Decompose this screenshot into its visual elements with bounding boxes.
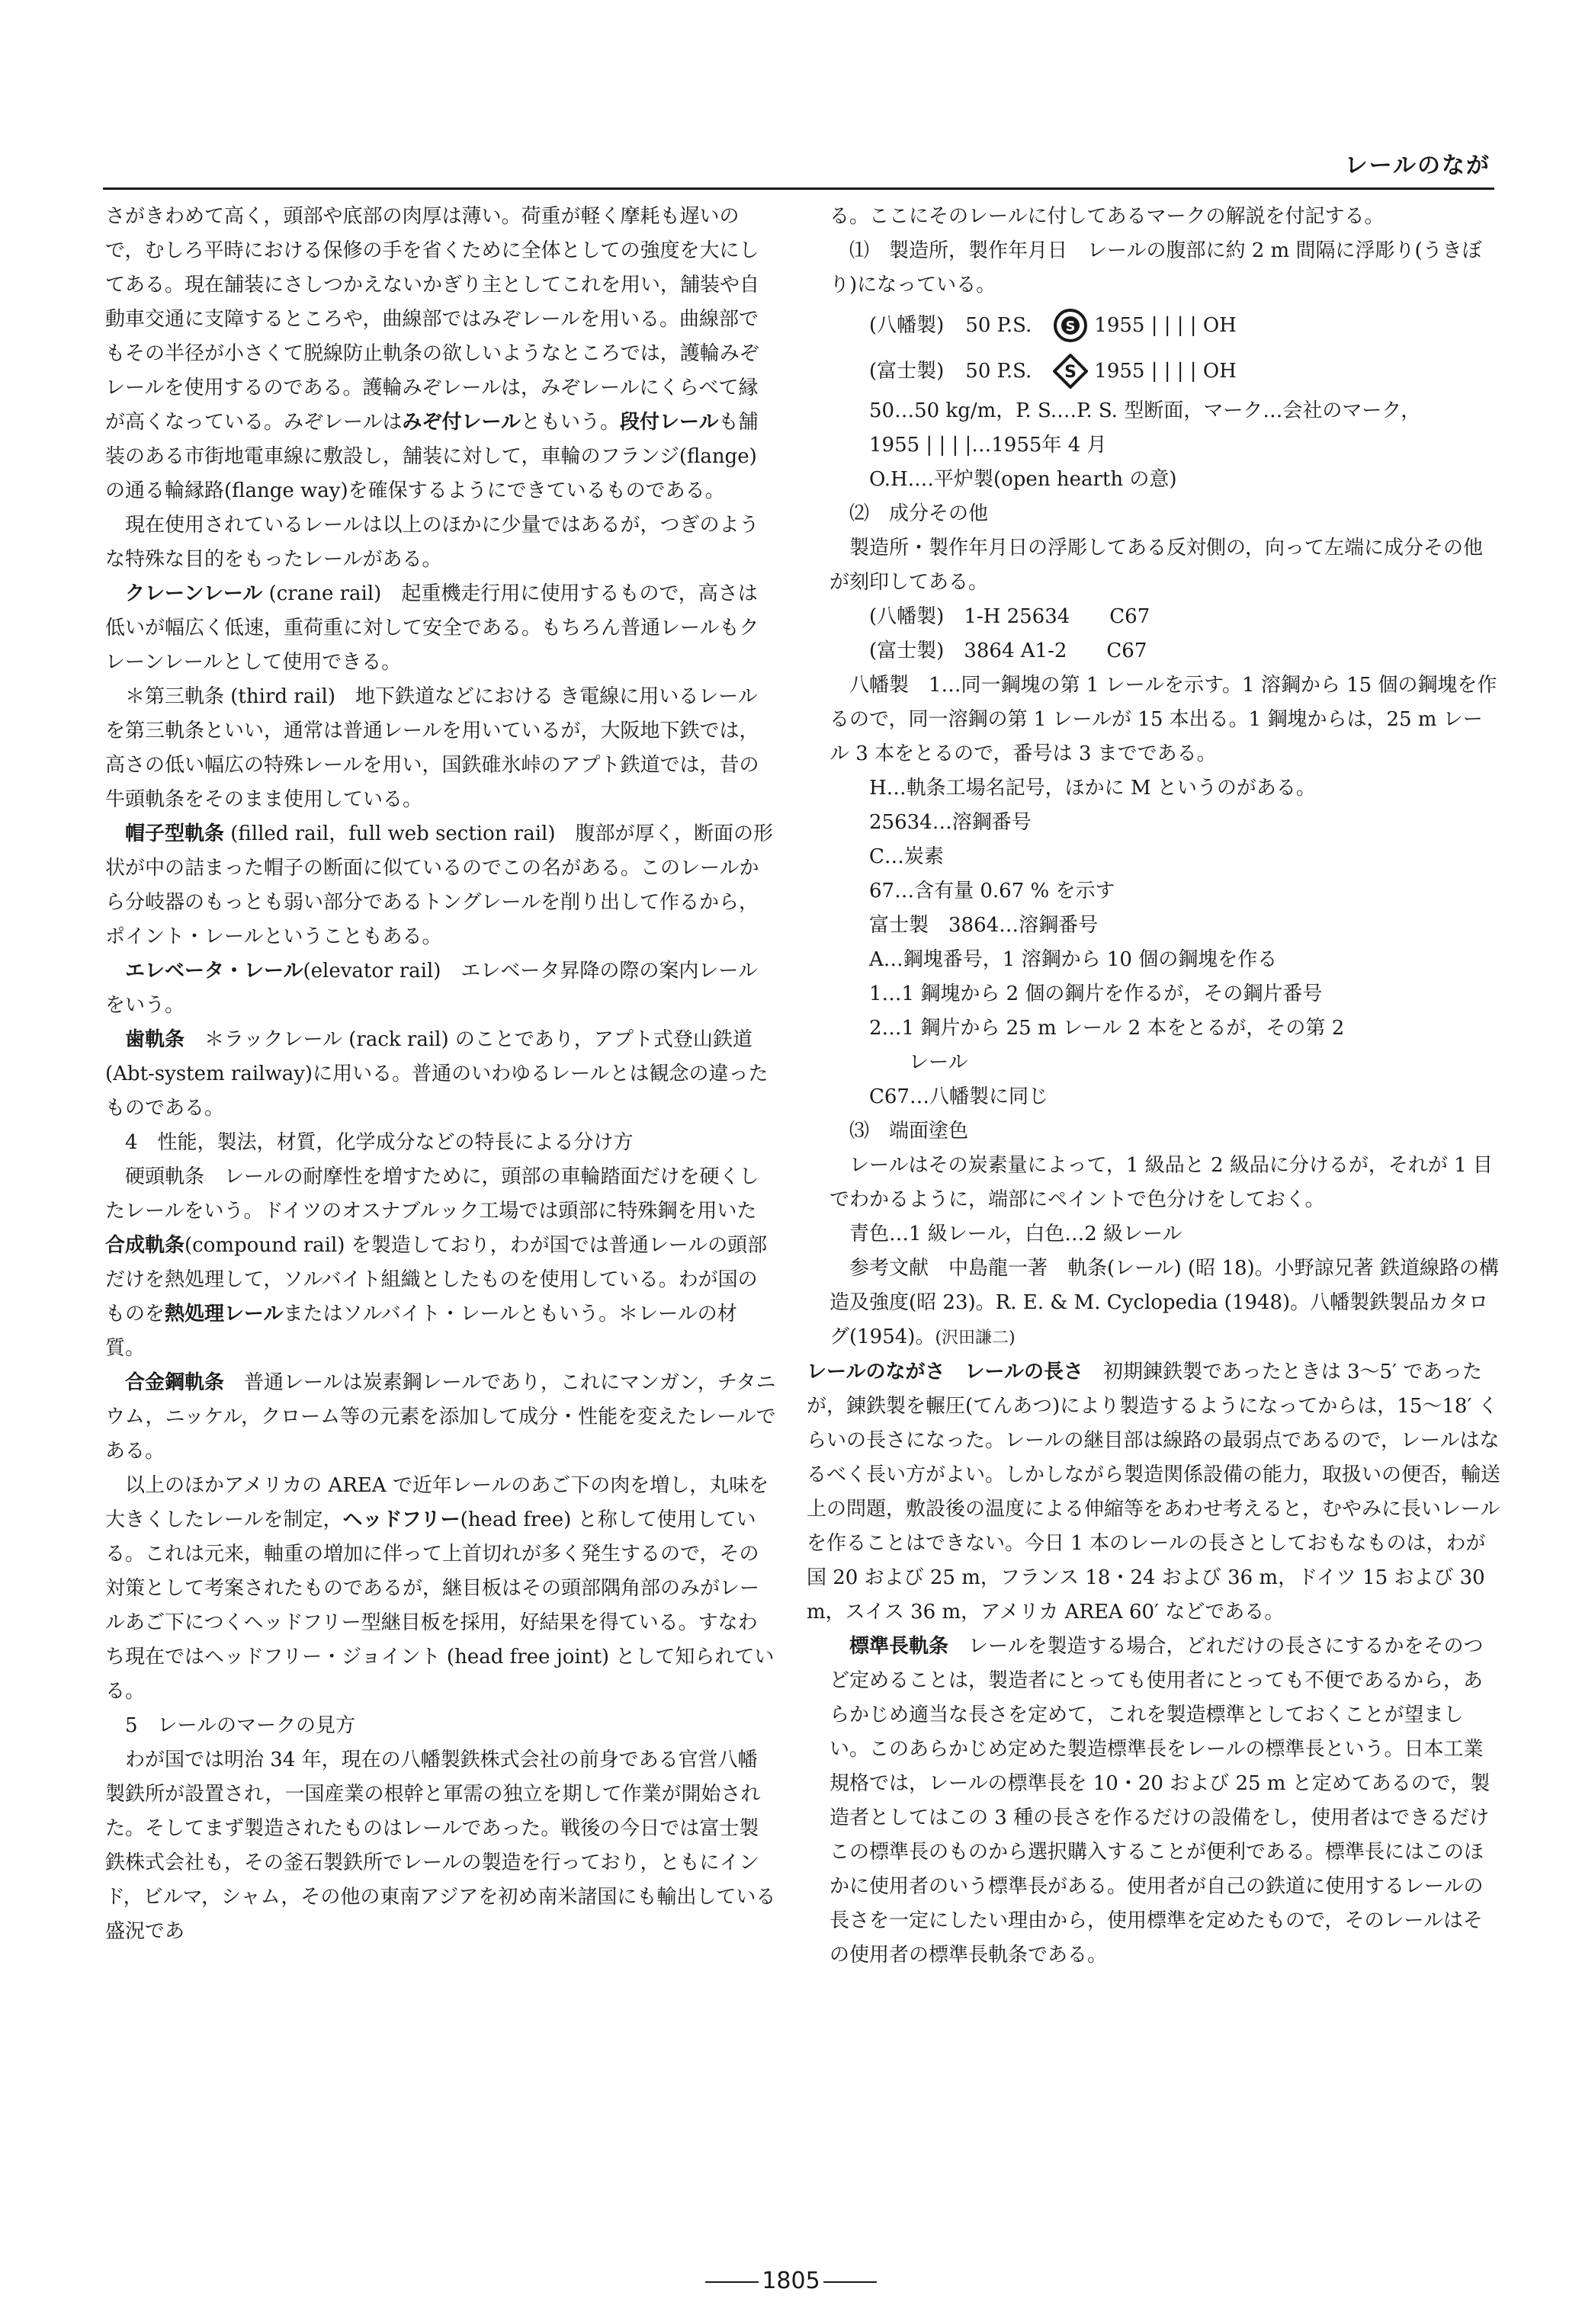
year-mark: 1955 | | | | OH [1094,359,1237,383]
legend-line: H…軌条工場名記号，ほかに M というのがある。 [869,777,1316,800]
right-column [807,200,1501,1973]
legend-line: 50…50 kg/m，P. S.…P. S. 型断面，マーク…会社のマーク， [869,399,1421,422]
maker-label: (八幡製) [869,313,945,337]
year-mark: 1955 | | | | OH [1094,313,1237,337]
paragraph: 以上のほかアメリカの AREA で近年レールのあご下の肉を増し，丸味を大きくしたレールを制定，ヘッドフリー(head free) と称して使用している。これは元来，軸重の増加に伴って上首切れが多く発生するので，その対策として考案されたものであるが，継目板はその頭部隅角部のみがレールあご下につくヘッドフリー型継目板を採用，好結果を得ている。すなわち現在ではヘッドフリー・ジョイント (head free joint) として知られている。 [105,1474,775,1703]
legend-line: 1955 | | | |…1955年 4 月 [869,434,1107,457]
entry-standard-length-rail: 標準長軌条 レールを製造する場合，どれだけの長さにするかをそのつど定めることは，製造者にとっても使用者にとっても不便であるから，あらかじめ適当な長さを定めて，これを製造標準としておくことが望ましい。このあらかじめ定めた製造標準長をレールの標準長という。日本工業規格では，レールの標準長を 10・20 および 25 m と定めてあるので，製造者としてはこの 3 種の長さを作るだけの設備をし，使用者はできるだけこの標準長のものから選択購入することが便利である。標準長にはこのほかに使用者のいう標準長がある。使用者が自己の鉄道に使用するレールの長さを一定にしたい理由から，使用標準を定めたもので，そのレールはその使用者の標準長軌条である。 [830,1635,1491,1967]
section-heading: 4 性能，製法，材質，化学成分などの特長による分け方 [125,1131,634,1154]
references: 参考文献 中島龍一著 軌条(レール) (昭 18)。小野諒兄著 鉄道線路の構造及強度(昭 23)。R. E. & M. Cyclopedia (1948)。八幡製鉄製品カタログ(1954)。(沢田謙二) [830,1257,1499,1348]
author-credit: (沢田謙二) [935,1329,1016,1348]
header-rule [103,188,1494,190]
entry-rail-length: レールのながさ レールの長さ 初期錬鉄製であったときは 3～5′ であったが，錬鉄製を輾圧(てんあつ)により製造するようになってからは，15～18′ くらいの長さになった。レールの継目部は線路の最弱点であるので，レールはなるべく長い方がよい。しかしながら製造関係設備の能力，取扱いの便否，輸送上の問題，敷設後の温度による伸縮等をあわせ考えると，むやみに長いレールを作ることはできない。今日 1 本のレールの長さとしておもなものは，わが国 20 および 25 m，フランス 18・24 および 36 m，ドイツ 15 および 30 m，スイス 36 m，アメリカ AREA 60′ などである。 [807,1361,1501,1624]
entry-subheadword: レールの長さ [964,1361,1083,1383]
entry-third-rail: ＊第三軌条 (third rail) 地下鉄道などにおける き電線に用いるレールを第三軌条といい，通常は普通レールを用いているが，大阪地下鉄では，高さの低い幅広の特殊レールを用い，国鉄碓氷峠のアプト鉄道では，昔の牛頭軌条をそのまま使用している。 [105,685,759,811]
legend-line: 富士製 3864…溶鋼番号 [869,914,1099,937]
paragraph: 八幡製 1…同一鋼塊の第 1 レールを示す。1 溶鋼から 15 個の鋼塊を作るので，同一溶鋼の第 1 レールが 15 本出る。1 鋼塊からは，25 m レール 3 本をとるので，番号は 3 までである。 [830,674,1497,765]
legend-line: 1…1 鋼塊から 2 個の鋼片を作るが，その鋼片番号 [869,982,1323,1005]
paragraph: 現在使用されているレールは以上のほかに少量ではあるが，つぎのような特殊な目的をもったレールがある。 [105,514,759,571]
yawata-logo-icon [1053,308,1088,343]
svg-text:S: S [1065,319,1076,335]
legend-line: レール [909,1051,968,1074]
composition-line: (富士製) 3864 A1-2 C67 [869,640,1147,662]
paragraph: る。ここにそのレールに付してあるマークの解説を付記する。 [830,205,1385,228]
mark-example-fuji [830,348,1500,394]
paragraph: ⑴ 製造所，製作年月日 レールの腹部に約 2 m 間隔に浮彫り(うきぼり)になっている。 [830,239,1482,297]
left-column [105,200,776,1949]
legend-line: 25634…溶鋼番号 [869,811,1032,834]
svg-text:S: S [1064,363,1077,382]
entry-filled-rail: 帽子型軌条 (filled rail，full web section rail) 腹部が厚く，断面の形状が中の詰まった帽子の断面に似ているのでこの名がある。このレールから分岐器のもっとも弱い部分であるトングレールを削り出して作るから，ポイント・レールということもある。 [105,822,773,948]
composition-line: (八幡製) 1-H 25634 C67 [869,605,1150,628]
entry-elevator-rail: エレベータ・レール(elevator rail) エレベータ昇降の際の案内レールをいう。 [105,960,758,1017]
mark-example-yawata [830,303,1500,348]
subsection-heading: ⑵ 成分その他 [849,502,989,525]
entry-headword: レールのながさ [807,1361,945,1383]
legend-line: O.H.…平炉製(open hearth の意) [869,468,1177,491]
entry-crane-rail: クレーンレール (crane rail) 起重機走行用に使用するもので，高さは低いが幅広く低速，重荷重に対して安全である。もちろん普通レールもクレーンレールとして使用できる。 [105,582,759,674]
legend-line: 2…1 鋼片から 25 m レール 2 本をとるが，その第 2 [869,1017,1345,1040]
entry-hard-head-rail: 硬頭軌条 レールの耐摩性を増すために，頭部の車輪踏面だけを硬くしたレールをいう。ドイツのオスナブルック工場では頭部に特殊鋼を用いた合成軌条(compound rail) を製造しており，わが国では普通レールの頭部だけを熱処理して，ソルバイト組織としたものを使用している。わが国のものを熱処理レールまたはソルバイト・レールともいう。＊レールの材質。 [105,1165,768,1360]
section-label: 50 P.S. [965,359,1032,383]
subsection-heading: ⑶ 端面塗色 [849,1120,969,1143]
legend-line: C67…八幡製に同じ [869,1085,1048,1108]
paragraph: レールはその炭素量によって，1 級品と 2 級品に分けるが，それが 1 目でわかるように，端部にペイントで色分けをしておく。 [830,1154,1493,1211]
legend-line: A…鋼塊番号，1 溶鋼から 10 個の鋼塊を作る [869,948,1278,971]
paragraph: さがきわめて高く，頭部や底部の肉厚は薄い。荷重が軽く摩耗も遅いので，むしろ平時における保修の手を省くために全体としての強度を大にしてある。現在舗装にさしつかえないかぎり主としてこれを用い，舗装や自動車交通に支障するところや，曲線部ではみぞレールを用いる。曲線部でもその半径が小さくて脱線防止軌条の欲しいようなところでは，護輪みぞレールを使用するのである。護輪みぞレールは，みぞレールにくらべて縁が高くなっている。みぞレールはみぞ付レールともいう。段付レールも舗装のある市街地電車線に敷設し，舗装に対して，車輪のフランジ(flange)の通る輪縁路(flange way)を確保するようにできているものである。 [105,205,760,502]
maker-label: (富士製) [869,359,945,383]
legend-line: 67…含有量 0.67 % を示す [869,880,1115,902]
section-label: 50 P.S. [965,313,1032,337]
paragraph: 製造所・製作年月日の浮彫してある反対側の，向って左端に成分その他が刻印してある。 [830,537,1483,594]
page-number: 1805 [0,2268,1582,2294]
running-head: レールのなが [1344,152,1491,179]
entry-rack-rail: 歯軌条 ＊ラックレール (rack rail) のことであり，アプト式登山鉄道 (Abt-system railway)に用いる。普通のいわゆるレールとは観念の違ったものである。 [105,1028,769,1120]
section-heading: 5 レールのマークの見方 [125,1714,356,1737]
paragraph: わが国では明治 34 年，現在の八幡製鉄株式会社の前身である官営八幡製鉄所が設置され，一国産業の根幹と軍需の独立を期して作業が開始された。そしてまず製造されたものはレールであった。戦後の今日では富士製鉄株式会社も，その釜石製鉄所でレールの製造を行っており，ともにインド，ビルマ，シャム，その他の東南アジアを初め南米諸国にも輸出している盛況であ [105,1749,776,1943]
legend-line: C…炭素 [869,845,944,868]
paragraph: 青色…1 級レール，白色…2 級レール [849,1223,1182,1245]
fuji-logo-icon [1053,354,1088,389]
entry-alloy-rail: 合金鋼軌条 普通レールは炭素鋼レールであり，これにマンガン，チタニウム，ニッケル，クローム等の元素を添加して成分・性能を変えたレールである。 [105,1371,776,1463]
